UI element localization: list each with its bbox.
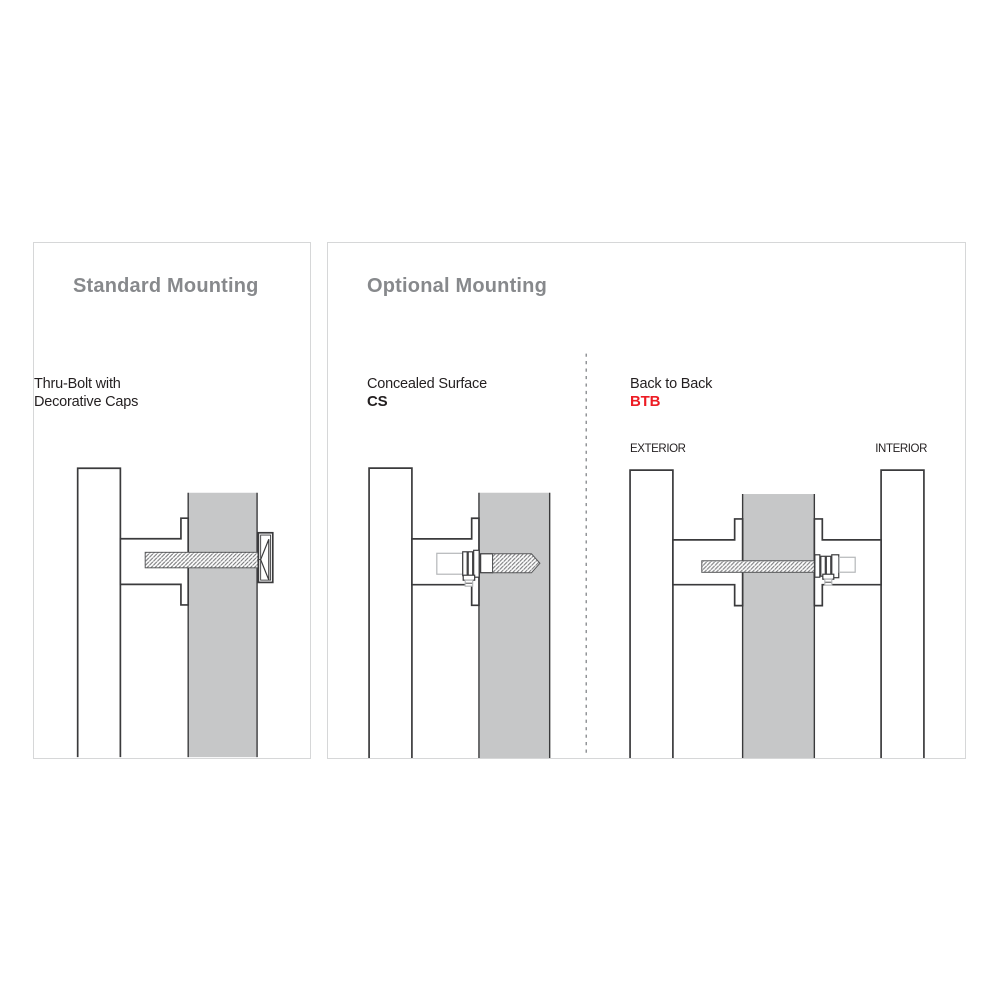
back-to-back-code: BTB bbox=[630, 393, 661, 410]
screw-shoulder bbox=[481, 554, 493, 573]
decorative-cap bbox=[257, 533, 272, 583]
glass-panel bbox=[188, 493, 257, 757]
standard-mounting-diagram bbox=[34, 243, 310, 758]
back-to-back-label-block bbox=[630, 375, 712, 411]
concealed-surface-label-block bbox=[367, 375, 487, 411]
fastener-sleeve bbox=[839, 557, 855, 572]
handle-tube bbox=[78, 468, 121, 757]
optional-mounting-panel bbox=[327, 242, 966, 759]
handle-tube bbox=[369, 468, 412, 758]
concealed-surface-code: CS bbox=[367, 393, 388, 410]
exterior-label: EXTERIOR bbox=[630, 443, 686, 455]
exterior-handle-tube bbox=[630, 470, 673, 758]
glass-panel bbox=[479, 493, 550, 758]
panel-title: Standard Mounting bbox=[73, 275, 259, 297]
panel-title: Optional Mounting bbox=[367, 275, 548, 297]
concealed-surface-label: Concealed Surface bbox=[367, 376, 487, 392]
through-rod bbox=[702, 561, 815, 573]
back-to-back-diagram bbox=[630, 470, 924, 758]
set-screw bbox=[823, 574, 834, 585]
lag-screw-threads bbox=[493, 554, 540, 573]
method-label bbox=[34, 375, 138, 411]
method-label-line1: Thru-Bolt with bbox=[34, 376, 121, 392]
fastener-sleeve bbox=[437, 553, 463, 574]
optional-mounting-diagram bbox=[328, 243, 965, 758]
interior-label: INTERIOR bbox=[875, 443, 927, 455]
thru-bolt-rod bbox=[145, 552, 258, 567]
washer bbox=[815, 555, 820, 577]
standoff-collar bbox=[474, 550, 479, 577]
standard-mounting-panel bbox=[33, 242, 311, 759]
method-label-line2: Decorative Caps bbox=[34, 394, 139, 410]
interior-handle-tube bbox=[881, 470, 924, 758]
concealed-surface-diagram bbox=[369, 468, 550, 758]
set-screw bbox=[463, 575, 474, 586]
back-to-back-label: Back to Back bbox=[630, 376, 713, 392]
glass-panel bbox=[743, 494, 815, 758]
